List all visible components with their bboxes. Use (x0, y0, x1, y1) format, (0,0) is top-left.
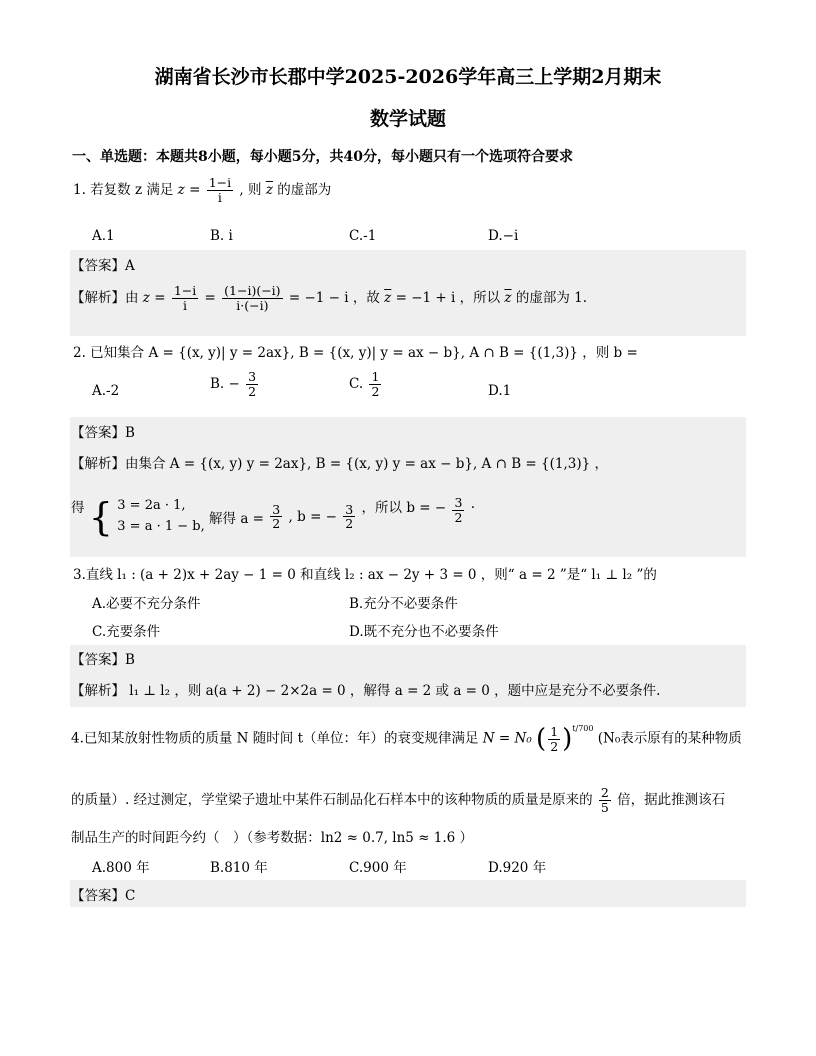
q2-brace: { (88, 494, 113, 539)
q1-analysis-frac2-num: (1−i)(−i) (224, 283, 281, 298)
q1-analysis (71, 284, 587, 313)
q2-analysis-pre: 得 (71, 500, 85, 516)
q1-frac-den: i (217, 189, 222, 205)
q3-option-d: D.既不充分也不必要条件 (349, 624, 499, 640)
q4-stem-b: (N₀表示原有的某种物质 (597, 730, 742, 747)
q3-option-c: C.充要条件 (92, 624, 161, 640)
question-4-line2 (71, 786, 725, 815)
q1-analysis-zbar2: $\overline{z}$ (504, 289, 512, 306)
q2-option-b-prefix: B. − (210, 375, 240, 392)
q4-answer: 【答案】C (71, 888, 136, 904)
q1-analysis-eq: = (204, 289, 216, 306)
q2-system-eq1: 3 = 2a · 1, (117, 498, 186, 513)
q1-analysis-frac2-den: i·(−i) (236, 297, 269, 313)
q1-analysis-zbar: $\overline{z}$ (384, 289, 392, 306)
q2-option-c-prefix: C. (349, 375, 364, 392)
q1-analysis-frac1 (172, 284, 198, 313)
q4-line2-b: 倍，据此推测该石 (617, 791, 726, 808)
q1-frac-num: 1−i (208, 175, 232, 190)
q2-solve-den: 2 (272, 516, 281, 532)
q2-option-b-frac (246, 370, 258, 399)
question-3-stem: 3.直线 l₁ : (a + 2)x + 2ay − 1 = 0 和直线 l₂ : ax − 2y + 3 = 0 ，则“ a = 2 ”是“ l₁ ⊥ l₂ ”的 (73, 567, 657, 583)
q4-line2-frac (599, 786, 611, 815)
q4-left-paren: ( (536, 724, 547, 754)
q2-analysis-line1: 【解析】由集合 A = {(x, y) y = 2ax}, B = {(x, y) y = ax − b}, A ∩ B = {(1,3)} ， (71, 456, 608, 472)
q4-option-d: D.920 年 (488, 860, 547, 876)
q2-solve-b-num: 3 (345, 501, 354, 517)
q2-analysis-line2 (71, 496, 475, 538)
q2-system-eq2: 3 = a · 1 − b, (117, 518, 205, 534)
q1-zbar: $\overline{z}$ (265, 181, 273, 198)
question-4-line3: 制品生产的时间距今约（ ）（参考数据：ln2 ≈ 0.7, ln5 ≈ 1.6 ） (71, 830, 474, 846)
q1-analysis-z: z = (142, 289, 166, 306)
q4-option-c: C.900 年 (349, 860, 407, 876)
q2-option-c-frac (369, 370, 381, 399)
q2-so-frac (452, 496, 464, 525)
q2-system (117, 496, 204, 538)
question-4-line1 (71, 724, 742, 754)
q2-option-b-num: 3 (248, 369, 257, 384)
q2-option-b (210, 370, 260, 399)
q1-analysis-rest2: = −1 + i ，所以 (395, 289, 501, 306)
q2-solve-b-frac (343, 503, 355, 532)
page-title: 湖南省长沙市长郡中学2025-2026学年高三上学期2月期末 (154, 66, 662, 88)
q3-analysis: 【解析】 l₁ ⊥ l₂ ，则 a(a + 2) − 2×2a = 0 ，解得 a = 2 或 a = 0 ，题中应是充分不必要条件. (71, 683, 661, 699)
q1-fraction (207, 176, 233, 205)
q4-line2-den: 5 (600, 799, 609, 815)
q2-solve-frac (270, 503, 282, 532)
q4-half-num: 1 (550, 723, 559, 739)
q4-equation: N = N₀ (482, 730, 532, 747)
page-subtitle: 数学试题 (369, 108, 446, 130)
q1-stem-a: 1. 若复数 z 满足 (73, 181, 174, 198)
q3-answer: 【答案】B (71, 652, 135, 668)
q1-analysis-rest: = −1 − i ，故 (288, 289, 380, 306)
q1-option-c: C.-1 (349, 228, 377, 244)
q1-analysis-frac1-den: i (183, 297, 188, 313)
q1-analysis-frac1-num: 1−i (173, 283, 197, 298)
q1-stem-b: , 则 (239, 181, 262, 198)
q4-answer-box (70, 880, 746, 907)
q1-analysis-end: 的虚部为 1. (515, 289, 587, 306)
q2-option-c-den: 2 (371, 383, 380, 399)
q4-right-paren: ) (562, 724, 573, 754)
q1-stem-c: 的虚部为 (277, 181, 332, 198)
q2-so: ，所以 b = − (361, 500, 447, 516)
q3-option-a: A.必要不充分条件 (92, 596, 201, 612)
q4-line2-a: 的质量）. 经过测定，学堂梁子遗址中某件石制品化石样本中的该种物质的质量是原来的 (71, 791, 593, 808)
q2-solve-b: , b = − (288, 508, 337, 525)
q4-line2-num: 2 (600, 785, 609, 800)
q4-half-frac (548, 725, 560, 754)
q2-so-end: . (470, 496, 476, 512)
question-1-stem (73, 176, 331, 205)
q4-option-b: B.810 年 (210, 860, 268, 876)
q1-option-a: A.1 (92, 228, 115, 244)
q1-option-d: D.−i (488, 228, 519, 244)
question-2-stem: 2. 已知集合 A = {(x, y)| y = 2ax}, B = {(x, y)| y = ax − b}, A ∩ B = {(1,3)} ，则 b = (73, 345, 638, 361)
q3-option-b: B.充分不必要条件 (349, 596, 458, 612)
q2-so-den: 2 (454, 509, 463, 525)
q2-option-b-den: 2 (248, 383, 257, 399)
q4-stem-a: 4.已知某放射性物质的质量 N 随时间 t（单位：年）的衰变规律满足 (71, 730, 479, 747)
q1-answer: 【答案】A (71, 258, 135, 274)
q1-analysis-label: 【解析】由 (71, 289, 139, 306)
q2-option-c (349, 370, 383, 399)
q1-option-b: B. i (210, 228, 233, 244)
q2-option-a: A.-2 (92, 383, 120, 399)
q4-exponent: t/700 (572, 724, 594, 733)
q2-solve: 解得 a = (209, 510, 264, 527)
q2-solve-b-den: 2 (345, 516, 354, 532)
q1-analysis-frac2 (222, 284, 282, 313)
q2-so-num: 3 (454, 495, 463, 510)
q2-solve-num: 3 (272, 501, 281, 517)
q2-answer: 【答案】B (71, 425, 135, 441)
section-heading: 一、单选题：本题共8小题，每小题5分，共40分，每小题只有一个选项符合要求 (72, 149, 573, 165)
q4-half-den: 2 (550, 738, 559, 754)
q2-option-c-num: 1 (371, 369, 380, 384)
q2-option-d: D.1 (488, 383, 512, 399)
q1-eq-lhs: z = (177, 181, 201, 198)
q4-option-a: A.800 年 (92, 860, 150, 876)
